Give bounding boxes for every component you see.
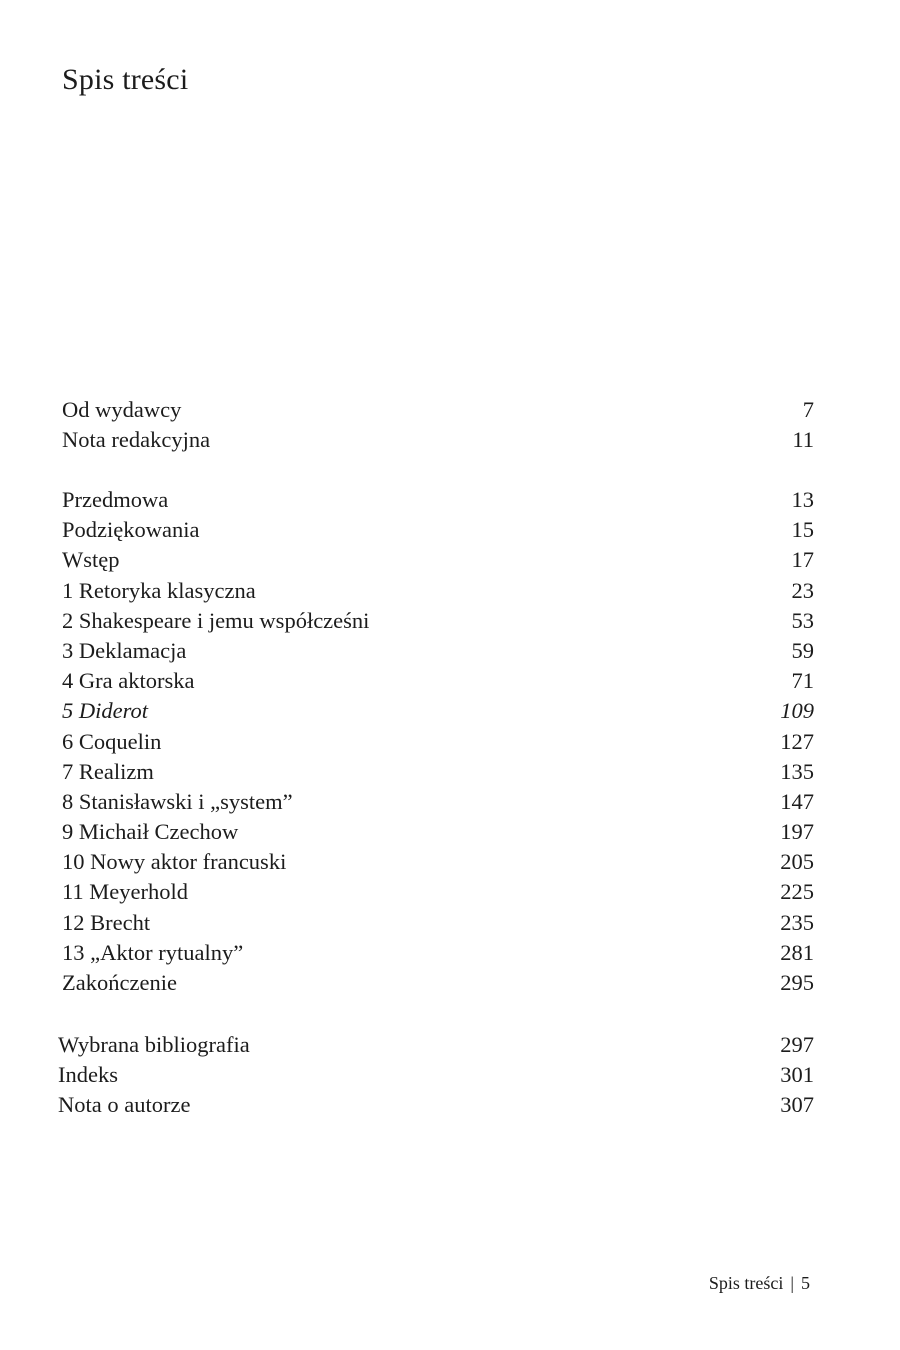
toc-entry[interactable] bbox=[62, 606, 814, 636]
toc-entry-page: 301 bbox=[780, 1062, 814, 1088]
toc-entry-page: 13 bbox=[791, 487, 814, 512]
toc-entry[interactable] bbox=[62, 757, 814, 787]
toc-entry[interactable] bbox=[58, 1090, 814, 1120]
toc-entry[interactable] bbox=[62, 968, 814, 998]
toc-entry[interactable] bbox=[62, 938, 814, 968]
toc-entry[interactable] bbox=[62, 787, 814, 817]
toc-entry-title: Od wydawcy bbox=[62, 397, 182, 422]
toc-entry-page: 17 bbox=[791, 547, 814, 573]
page-title: Spis treści bbox=[62, 63, 189, 96]
toc-entry[interactable] bbox=[62, 425, 814, 455]
toc-entry-title: Przedmowa bbox=[62, 487, 169, 512]
toc-entry[interactable] bbox=[62, 817, 814, 847]
toc-entry[interactable] bbox=[62, 485, 814, 515]
page-footer bbox=[709, 1271, 810, 1295]
toc-entry-title: 3 Deklamacja bbox=[62, 637, 187, 663]
toc-entry-page: 297 bbox=[780, 1032, 814, 1057]
toc-entry-title: Indeks bbox=[58, 1062, 118, 1088]
toc-entry-title: 10 Nowy aktor francuski bbox=[62, 849, 287, 875]
toc-entry-title: Wstęp bbox=[62, 547, 120, 573]
toc-entry-title: 4 Gra aktorska bbox=[62, 668, 195, 694]
toc-entry-title: 13 „Aktor rytualny” bbox=[62, 939, 244, 965]
toc-entry[interactable] bbox=[62, 666, 814, 696]
toc-entry-title: 8 Stanisławski i „system” bbox=[62, 788, 293, 814]
toc-entry-page: 53 bbox=[791, 607, 814, 633]
toc-entry-page: 127 bbox=[780, 728, 814, 754]
toc-entry-page: 307 bbox=[780, 1092, 814, 1118]
toc-entry-title: Nota o autorze bbox=[58, 1092, 191, 1118]
toc-entry-title: 6 Coquelin bbox=[62, 728, 162, 754]
toc-entry-page: 281 bbox=[780, 939, 814, 965]
footer-page-number: 5 bbox=[801, 1273, 810, 1293]
toc-entry[interactable] bbox=[62, 515, 814, 545]
toc-entry-page: 135 bbox=[780, 758, 814, 784]
toc-entry-page: 205 bbox=[780, 849, 814, 875]
toc-entry[interactable] bbox=[62, 545, 814, 575]
toc-entry-title: Wybrana bibliografia bbox=[58, 1032, 250, 1057]
toc-entry-page: 235 bbox=[780, 909, 814, 935]
toc-entry[interactable] bbox=[62, 576, 814, 606]
toc-entry-title: 7 Realizm bbox=[62, 758, 154, 784]
toc-entry-title: Podziękowania bbox=[62, 517, 200, 543]
toc-entry-page: 197 bbox=[780, 819, 814, 845]
toc-entry-page: 225 bbox=[780, 879, 814, 905]
toc-entry-page: 147 bbox=[780, 788, 814, 814]
toc-entry-title: Zakończenie bbox=[62, 970, 177, 995]
toc-entry-title: 12 Brecht bbox=[62, 909, 151, 935]
toc-entry-page: 59 bbox=[791, 637, 814, 663]
toc-entry-page: 11 bbox=[792, 427, 814, 453]
toc-entry[interactable] bbox=[62, 696, 814, 726]
toc-entry[interactable] bbox=[62, 908, 814, 938]
toc-entry-title: 11 Meyerhold bbox=[62, 879, 189, 905]
toc-entry-title: 9 Michaił Czechow bbox=[62, 819, 239, 845]
toc-entry-page: 23 bbox=[791, 577, 814, 603]
toc-entry[interactable] bbox=[62, 727, 814, 757]
toc-entry-title: Nota redakcyjna bbox=[62, 427, 211, 453]
toc-group-chapters bbox=[62, 485, 814, 998]
toc-entry[interactable] bbox=[58, 1060, 814, 1090]
toc-entry-page: 109 bbox=[780, 698, 814, 724]
toc-entry[interactable] bbox=[62, 847, 814, 877]
toc-entry-title: 1 Retoryka klasyczna bbox=[62, 577, 256, 603]
toc-group-back-matter bbox=[58, 1030, 814, 1121]
toc-entry-page: 7 bbox=[802, 397, 814, 422]
toc-group-front-matter bbox=[62, 395, 814, 455]
toc-entry[interactable] bbox=[62, 636, 814, 666]
toc-entry-page: 71 bbox=[791, 668, 814, 694]
toc-entry[interactable] bbox=[62, 877, 814, 907]
toc-entry-page: 295 bbox=[780, 970, 814, 995]
footer-separator: | bbox=[790, 1273, 794, 1293]
footer-section-title: Spis treści bbox=[708, 1273, 784, 1293]
toc-entry-page: 15 bbox=[791, 517, 814, 543]
toc-entry[interactable] bbox=[58, 1030, 814, 1060]
toc-entry[interactable] bbox=[62, 395, 814, 425]
toc-entry-title: 5 Diderot bbox=[62, 698, 149, 724]
toc-entry-title: 2 Shakespeare i jemu współcześni bbox=[62, 607, 370, 633]
